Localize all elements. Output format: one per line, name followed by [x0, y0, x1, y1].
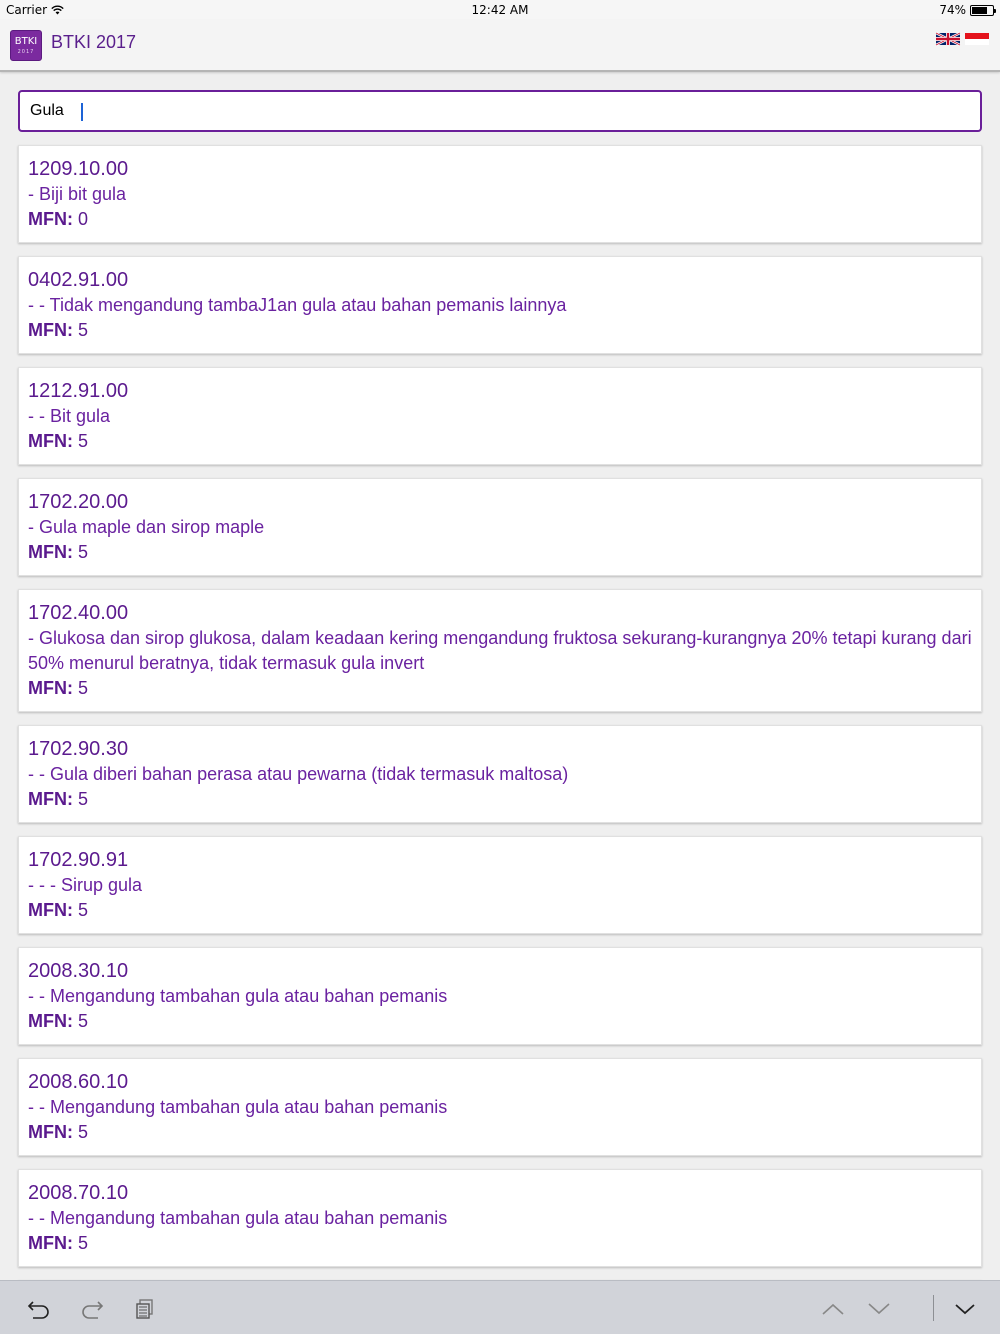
hs-description: - Glukosa dan sirop glukosa, dalam keadaan kering mengandung fruktosa sekurang-kurangnya 20% tetapi kurang dari 50% menurul beratnya, tidak termasuk gula invert	[28, 628, 972, 673]
hs-description: - Gula maple dan sirop maple	[28, 517, 265, 537]
status-time: 12:42 AM	[471, 3, 529, 17]
hs-description: - - Bit gula	[28, 406, 111, 426]
result-card[interactable]	[18, 836, 982, 934]
hs-code: 1702.90.91	[28, 849, 129, 871]
mfn-label: MFN:	[28, 789, 73, 809]
next-field-icon[interactable]	[866, 1296, 892, 1322]
app-title: BTKI 2017	[51, 32, 137, 52]
mfn-value: 5	[78, 1122, 89, 1142]
mfn-label: MFN:	[28, 320, 73, 340]
hs-description: - - Gula diberi bahan perasa atau pewarna (tidak termasuk maltosa)	[28, 764, 569, 784]
mfn-row	[28, 207, 972, 232]
mfn-label: MFN:	[28, 1122, 73, 1142]
hs-code: 1702.20.00	[28, 491, 129, 513]
hs-code: 1702.90.30	[28, 738, 129, 760]
redo-icon[interactable]	[79, 1296, 105, 1322]
keyboard-toolbar	[0, 1280, 1000, 1334]
mfn-label: MFN:	[28, 431, 73, 451]
text-caret	[81, 103, 83, 121]
hs-code: 1209.10.00	[28, 158, 129, 180]
hs-description: - - Mengandung tambahan gula atau bahan pemanis	[28, 986, 448, 1006]
result-card[interactable]	[18, 145, 982, 243]
result-card[interactable]	[18, 478, 982, 576]
hs-code: 2008.70.10	[28, 1182, 129, 1204]
hs-description: - - Mengandung tambahan gula atau bahan pemanis	[28, 1097, 448, 1117]
logo-text: BTKI	[14, 36, 38, 47]
mfn-row	[28, 1120, 972, 1145]
toolbar-divider	[933, 1295, 934, 1321]
mfn-row	[28, 318, 972, 343]
hs-description: - Biji bit gula	[28, 184, 127, 204]
mfn-row	[28, 1009, 972, 1034]
status-bar	[0, 0, 1000, 20]
mfn-row	[28, 429, 972, 454]
battery-level	[972, 7, 987, 14]
mfn-label: MFN:	[28, 1233, 73, 1253]
hs-code: 2008.30.10	[28, 960, 129, 982]
mfn-value: 5	[78, 431, 89, 451]
result-card[interactable]	[18, 947, 982, 1045]
dismiss-keyboard-icon[interactable]	[952, 1296, 978, 1322]
mfn-value: 5	[78, 542, 89, 562]
mfn-label: MFN:	[28, 1011, 73, 1031]
hs-description: - - - Sirup gula	[28, 875, 143, 895]
result-card[interactable]	[18, 725, 982, 823]
result-card[interactable]	[18, 589, 982, 712]
mfn-value: 5	[78, 900, 89, 920]
logo-year: 2017	[17, 49, 35, 55]
mfn-value: 5	[78, 789, 89, 809]
mfn-label: MFN:	[28, 542, 73, 562]
hs-code: 1702.40.00	[28, 602, 129, 624]
hs-code: 0402.91.00	[28, 269, 129, 291]
mfn-label: MFN:	[28, 678, 73, 698]
result-card[interactable]	[18, 367, 982, 465]
mfn-value: 5	[78, 678, 89, 698]
hs-code: 2008.60.10	[28, 1071, 129, 1093]
carrier-label: Carrier	[6, 3, 48, 17]
mfn-value: 5	[78, 1233, 89, 1253]
mfn-value: 5	[78, 1011, 89, 1031]
previous-field-icon[interactable]	[820, 1296, 846, 1322]
result-card[interactable]	[18, 1058, 982, 1156]
hs-description: - - Mengandung tambahan gula atau bahan pemanis	[28, 1208, 448, 1228]
mfn-value: 5	[78, 320, 89, 340]
hs-description: - - Tidak mengandung tambaJ1an gula atau bahan pemanis lainnya	[28, 295, 567, 315]
mfn-row	[28, 540, 972, 565]
hs-code: 1212.91.00	[28, 380, 129, 402]
uk-flag-icon[interactable]	[936, 33, 960, 45]
result-card[interactable]	[18, 1169, 982, 1267]
result-card[interactable]	[18, 256, 982, 354]
mfn-row	[28, 1231, 972, 1256]
mfn-row	[28, 898, 972, 923]
search-input[interactable]	[20, 92, 980, 130]
battery-percent: 74%	[939, 3, 966, 17]
paste-icon[interactable]	[132, 1296, 158, 1322]
app-header	[0, 20, 1000, 72]
undo-icon[interactable]	[26, 1296, 52, 1322]
mfn-value: 0	[78, 209, 89, 229]
search-field-container[interactable]	[18, 90, 982, 132]
battery-icon	[970, 5, 994, 16]
mfn-label: MFN:	[28, 209, 73, 229]
indonesia-flag-icon[interactable]	[965, 33, 989, 45]
mfn-row	[28, 676, 972, 701]
status-right	[939, 3, 994, 17]
results-list[interactable]	[18, 145, 982, 1280]
mfn-label: MFN:	[28, 900, 73, 920]
app-logo	[10, 30, 42, 61]
mfn-row	[28, 787, 972, 812]
